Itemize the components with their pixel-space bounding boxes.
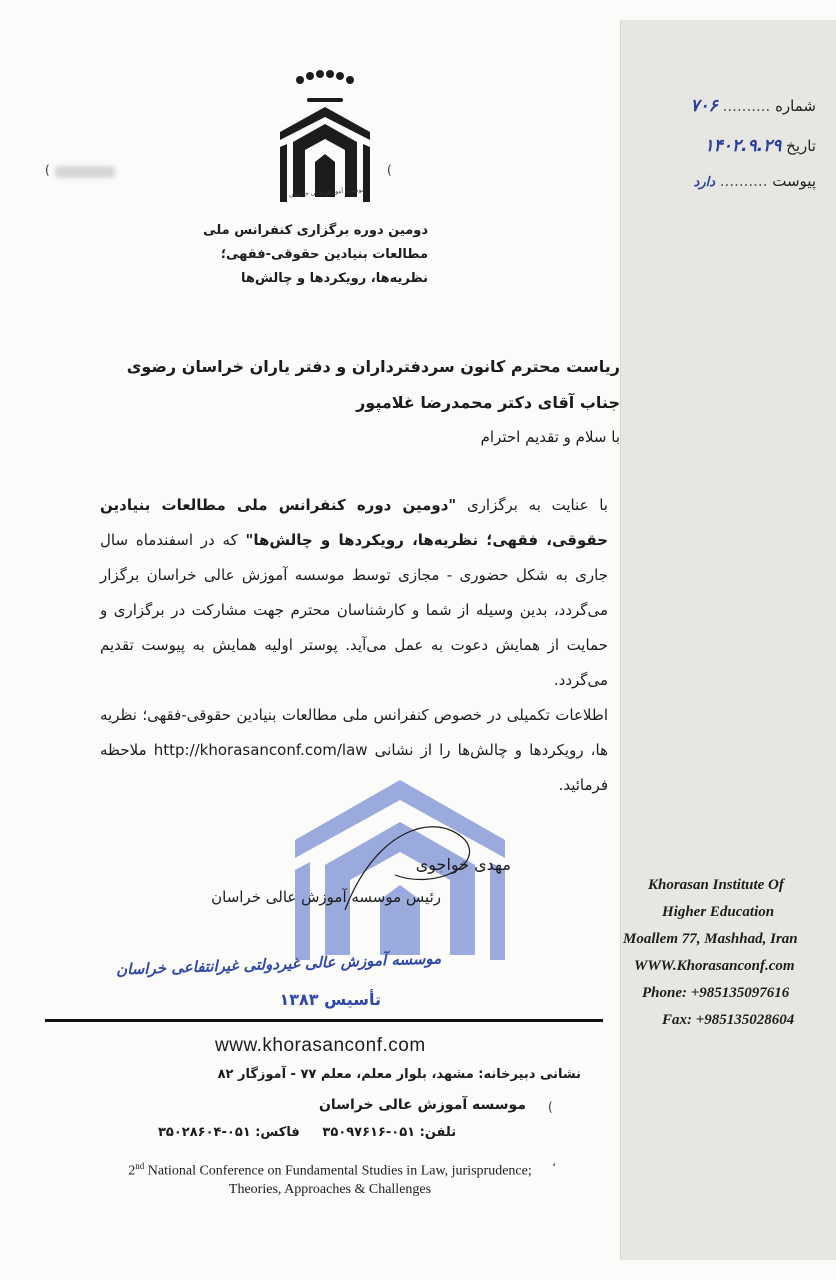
footer-institute: موسسه آموزش عالی خراسان xyxy=(318,1097,526,1113)
letter-body xyxy=(100,488,608,803)
letter-attachment: پیوست .......... دارد xyxy=(693,172,816,190)
body-paragraph-2: اطلاعات تکمیلی در خصوص کنفرانس ملی مطالعات بنیادین حقوقی-فقهی؛ نظریه ها، رویکردها و چالش‌ها را از نشانی http://khorasanconf.com/law ملاحظه فرمائید. xyxy=(100,706,609,794)
institute-logo xyxy=(265,62,385,222)
seal-year: تأسیس ۱۳۸۳ xyxy=(279,990,381,1009)
addressee-line1: ریاست محترم کانون سردفترداران و دفتر یاران خراسان رضوی xyxy=(126,357,620,376)
footer-website[interactable]: www.khorasanconf.com xyxy=(215,1035,426,1056)
footer-phones: تلفن: ۰۵۱-۳۵۰۹۷۶۱۶ فاکس: ۰۵۱-۳۵۰۲۸۶۰۴ xyxy=(158,1125,457,1140)
conference-url[interactable]: http://khorasanconf.com/law xyxy=(153,741,368,759)
conference-title: دومین دوره برگزاری کنفرانس ملی مطالعات بنیادین حقوقی-فقهی؛ نظریه‌ها، رویکردها و چالش‌ها xyxy=(203,223,428,286)
sidebar-contact: Khorasan Institute Of Higher Education Moallem 77, Mashhad, Iran WWW.Khorasanconf.com Phone: +985135097616 Fax: +985135028604 xyxy=(620,872,834,1034)
letter-date: تاریخ ۱۴۰۲.۹.۲۹ xyxy=(704,136,816,156)
addressee-line2: جناب آقای دکتر محمدرضا غلامپور xyxy=(356,393,620,412)
logo-caption: موسسه آموزش عالی خراسان xyxy=(288,186,366,199)
signer-title: رئیس موسسه آموزش عالی خراسان xyxy=(211,888,441,906)
greeting: با سلام و تقدیم احترام xyxy=(480,428,620,446)
footer-english-title: 2nd National Conference on Fundamental Studies in Law, jurisprudence; Theories, Approaches & Challenges xyxy=(128,1161,532,1197)
signer-name: مهدی خواجوی xyxy=(415,855,511,874)
blurred-mark xyxy=(55,166,115,178)
footer-address: نشانی دبیرخانه: مشهد، بلوار معلم، معلم ۷۷ - آموزگار ۸۲ xyxy=(217,1067,581,1082)
body-paragraph-1: با عنایت به برگزاری "دومین دوره کنفرانس ملی مطالعات بنیادین حقوقی، فقهی؛ نظریه‌ها، رویکردها و چالش‌ها" که در اسفندماه سال جاری به شکل حضوری - مجازی توسط موسسه آموزش عالی خراسان برگزار می‌گردد، بدین وسیله از شما و کارشناسان محترم جهت مشارکت در برگزاری و حمایت از همایش دعوت به عمل می‌آید. پوستر اولیه همایش به پیوست تقدیم می‌گردد. xyxy=(100,496,609,689)
letterhead-sidebar xyxy=(620,20,836,1260)
letter-number: شماره .......... ۷۰۶ xyxy=(690,96,816,116)
sidebar-website[interactable]: WWW.Khorasanconf.com xyxy=(634,958,795,974)
footer-divider xyxy=(45,1019,603,1022)
seal-text: موسسه آموزش عالی غیردولتی غیرانتفاعی خراسان xyxy=(115,949,442,979)
